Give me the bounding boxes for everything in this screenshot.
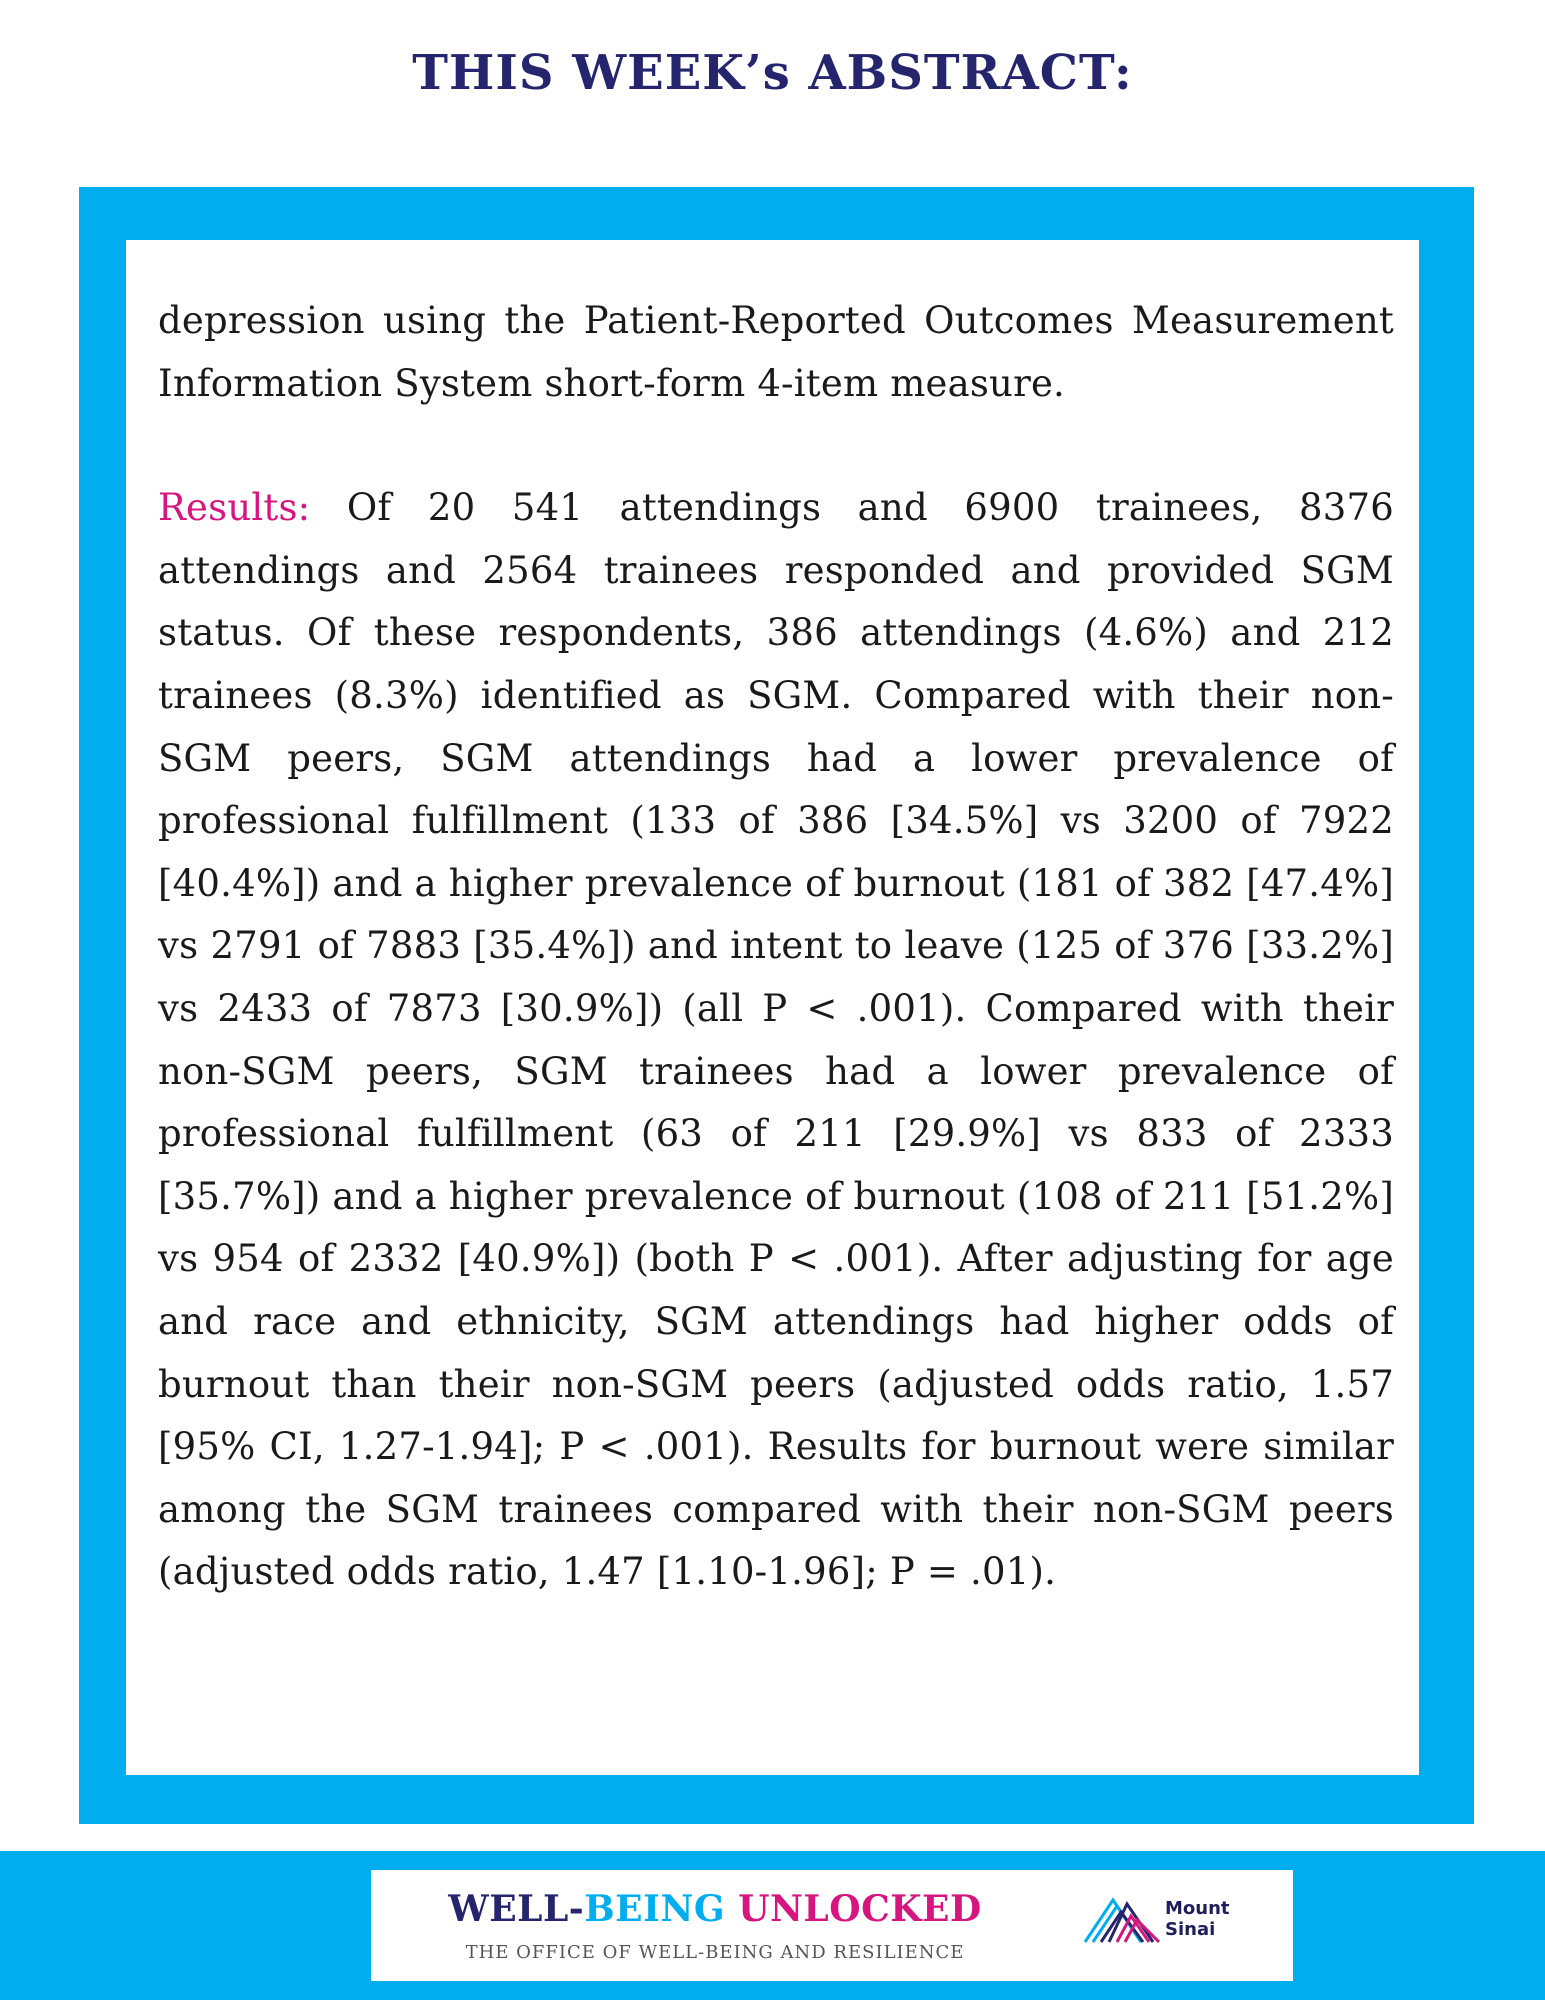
page-title: THIS WEEK’s ABSTRACT: [412, 45, 1133, 101]
footer-card [371, 1870, 1293, 1981]
mount-sinai-mountain-icon [1083, 1890, 1163, 1950]
logo-line-sinai: Sinai [1165, 1919, 1216, 1940]
results-label: Results: [158, 486, 311, 530]
results-paragraph [158, 477, 1394, 1604]
results-text: Of 20 541 attendings and 6900 trainees, 8376 attendings and 2564 trainees responded and provided SGM status. Of these respondents, 386 attendings (4.6%) and 212 trainees (8.3%) identified as SGM. Compared with their non-SGM peers, SGM attendings had a lower prevalence of professional fulfillment (133 of 386 [34.5%] vs 3200 of 7922 [40.4%]) and a higher prevalence of burnout (181 of 382 [47.4%] vs 2791 of 7883 [35.4%]) and intent to leave (125 of 376 [33.2%] vs 2433 of 7873 [30.9%]) (all P < .001). Compared with their non-SGM peers, SGM trainees had a lower prevalence of professional fulfillment (63 of 211 [29.9%] vs 833 of 2333 [35.7%]) and a higher prevalence of burnout (108 of 211 [51.2%] vs 954 of 2332 [40.9%]) (both P < .001). After adjusting for age and race and ethnicity, SGM attendings had higher odds of burnout than their non-SGM peers (adjusted odds ratio, 1.57 [95% CI, 1.27-1.94]; P < .001). Results for burnout were similar among the SGM trainees compared with their non-SGM peers (adjusted odds ratio, 1.47 [1.10-1.96]; P = .01). [158, 486, 1394, 1594]
logo-text [1165, 1898, 1230, 1940]
mount-sinai-logo [1083, 1890, 1253, 1960]
brand-title [371, 1888, 1059, 1930]
brand-well: WELL- [448, 1888, 585, 1930]
abstract-body [158, 290, 1394, 1604]
brand-unlocked: UNLOCKED [738, 1888, 982, 1930]
abstract-continuation: depression using the Patient-Reported Outcomes Measurement Information System short-form 4-item measure. [158, 299, 1394, 405]
brand-subtitle: THE OFFICE OF WELL-BEING AND RESILIENCE [465, 1942, 965, 1963]
logo-line-mount: Mount [1165, 1898, 1230, 1919]
brand-being: BEING [584, 1888, 739, 1930]
